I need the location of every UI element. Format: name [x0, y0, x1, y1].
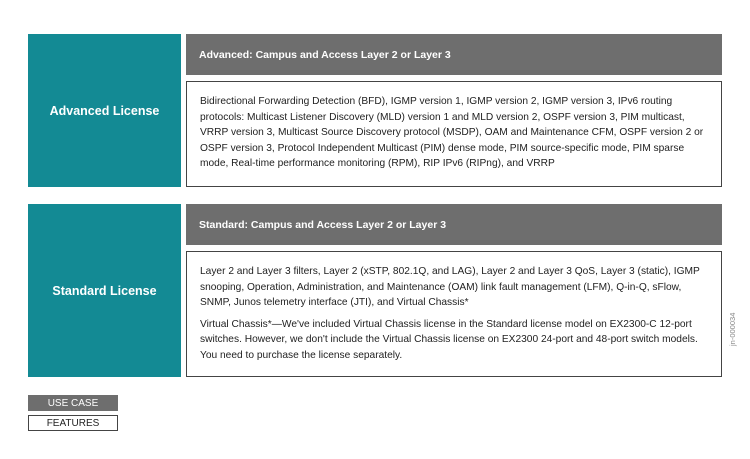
advanced-license-label: Advanced License: [49, 103, 160, 118]
standard-use-case-text: Standard: Campus and Access Layer 2 or Layer 3: [199, 218, 447, 231]
legend-features: [28, 415, 118, 431]
legend-use-case-label: USE CASE: [47, 397, 99, 409]
legend-use-case: [28, 395, 118, 411]
advanced-license-box: [28, 34, 181, 187]
standard-features-box: [186, 251, 722, 377]
advanced-features-text: Bidirectional Forwarding Detection (BFD), IGMP version 1, IGMP version 2, IGMP version 3, IPv6 routing protocols: Multicast Listener Discovery (MLD) version 1 and MLD version 2, OSPF version 3, PIM multicast, VRRP version 3, Multicast Source Discovery protocol (MSDP), OAM and Maintenance CFM, OSPF version 2 or OSPF version 3, Protocol Independent Multicast (PIM) dense mode, PIM source-specific mode, PIM sparse mode, Real-time performance monitoring (RPM), RIP IPv6 (RIPng), and VRRP: [200, 96, 704, 170]
advanced-use-case-text: Advanced: Campus and Access Layer 2 or Layer 3: [199, 48, 451, 61]
standard-license-box: [28, 204, 181, 377]
advanced-features-box: [186, 81, 722, 187]
standard-features-note: Virtual Chassis*—We've included Virtual Chassis license in the Standard license model on EX2300-C 12-port switches. However, we don't include the Virtual Chassis license on EX2300 24-port and 48-port switch models. You need to purchase the license separately.: [200, 318, 698, 361]
standard-use-case-header: [186, 204, 722, 245]
standard-features-text: Layer 2 and Layer 3 filters, Layer 2 (xSTP, 802.1Q, and LAG), Layer 2 and Layer 3 QoS, Layer 3 (static), IGMP snooping, Operation, Administration, and Maintenance (OAM) link fault management (LFM), Q-in-Q, sFlow, SNMP, Junos telemetry interface (JTI), and Virtual Chassis*: [200, 266, 700, 309]
standard-license-label: Standard License: [52, 283, 157, 298]
figure-id: jn-000034: [728, 312, 737, 346]
advanced-use-case-header: [186, 34, 722, 75]
legend-features-label: FEATURES: [46, 417, 100, 429]
